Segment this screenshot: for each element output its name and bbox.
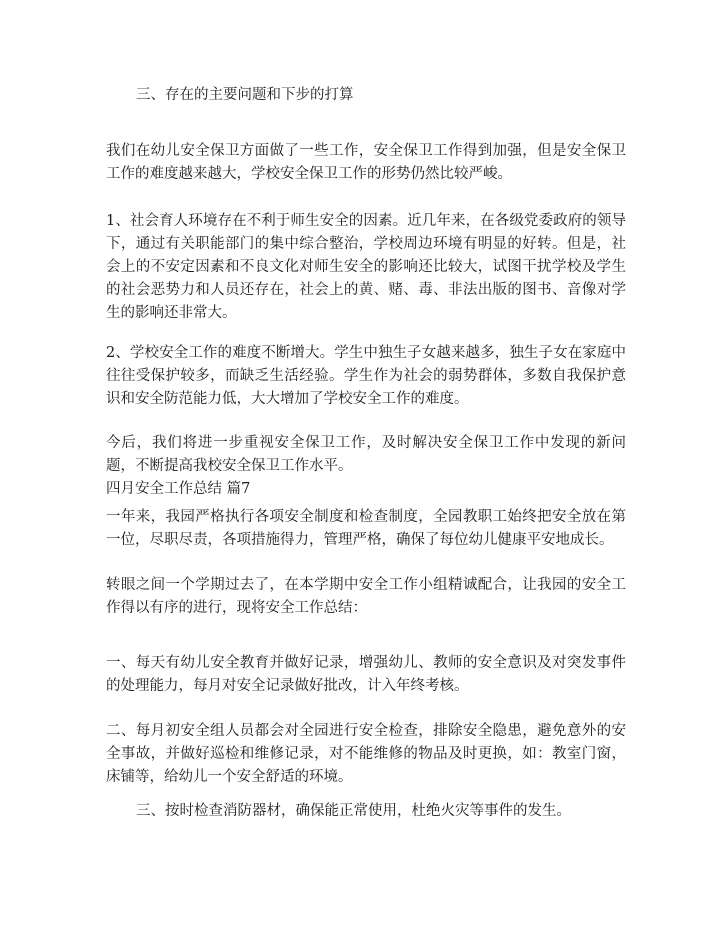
paragraph: 一年来，我园严格执行各项安全制度和检查制度，全园教职工始终把安全放在第一位，尽职尽责，各项措施得力，管理严格，确保了每位幼儿健康平安地成长。 xyxy=(106,509,626,548)
paragraph: 2、学校安全工作的难度不断增大。学生中独生子女越来越多，独生子女在家庭中往往受保护较多，而缺乏生活经验。学生作为社会的弱势群体，多数自我保护意识和安全防范能力低，大大增加了学校安全工作的难度。 xyxy=(106,345,626,407)
section-heading: 三、存在的主要问题和下步的打算 xyxy=(136,87,354,103)
paragraph: 一、每天有幼儿安全教育并做好记录，增强幼儿、教师的安全意识及对突发事件的处理能力，每月对安全记录做好批改，计入年终考核。 xyxy=(106,655,626,694)
paragraph: 我们在幼儿安全保卫方面做了一些工作，安全保卫工作得到加强，但是安全保卫工作的难度越来越大，学校安全保卫工作的形势仍然比较严峻。 xyxy=(106,143,626,182)
paragraph: 1、社会育人环境存在不利于师生安全的因素。近几年来，在各级党委政府的领导下，通过有关职能部门的集中综合整治，学校周边环境有明显的好转。但是，社会上的不安定因素和不良文化对师生安全的影响还比较大，试图干扰学校及学生的社会恶势力和人员还存在，社会上的黄、赌、毒、非法出版的图书、音像对学生的影响还非常大。 xyxy=(106,213,626,321)
paragraph: 二、每月初安全组人员都会对全园进行安全检查，排除安全隐患，避免意外的安全事故，并做好巡检和维修记录，对不能维修的物品及时更换，如：教室门窗，床铺等，给幼儿一个安全舒适的环境。 xyxy=(106,723,626,785)
paragraph: 转眼之间一个学期过去了，在本学期中安全工作小组精诚配合，让我园的安全工作得以有序的进行，现将安全工作总结： xyxy=(106,577,626,616)
paragraph: 三、按时检查消防器材，确保能正常使用，杜绝火灾等事件的发生。 xyxy=(136,803,571,819)
paragraph: 今后，我们将进一步重视安全保卫工作，及时解决安全保卫工作中发现的新问题，不断提高我校安全保卫工作水平。 xyxy=(106,435,626,474)
article-title: 四月安全工作总结 篇7 xyxy=(106,481,251,497)
